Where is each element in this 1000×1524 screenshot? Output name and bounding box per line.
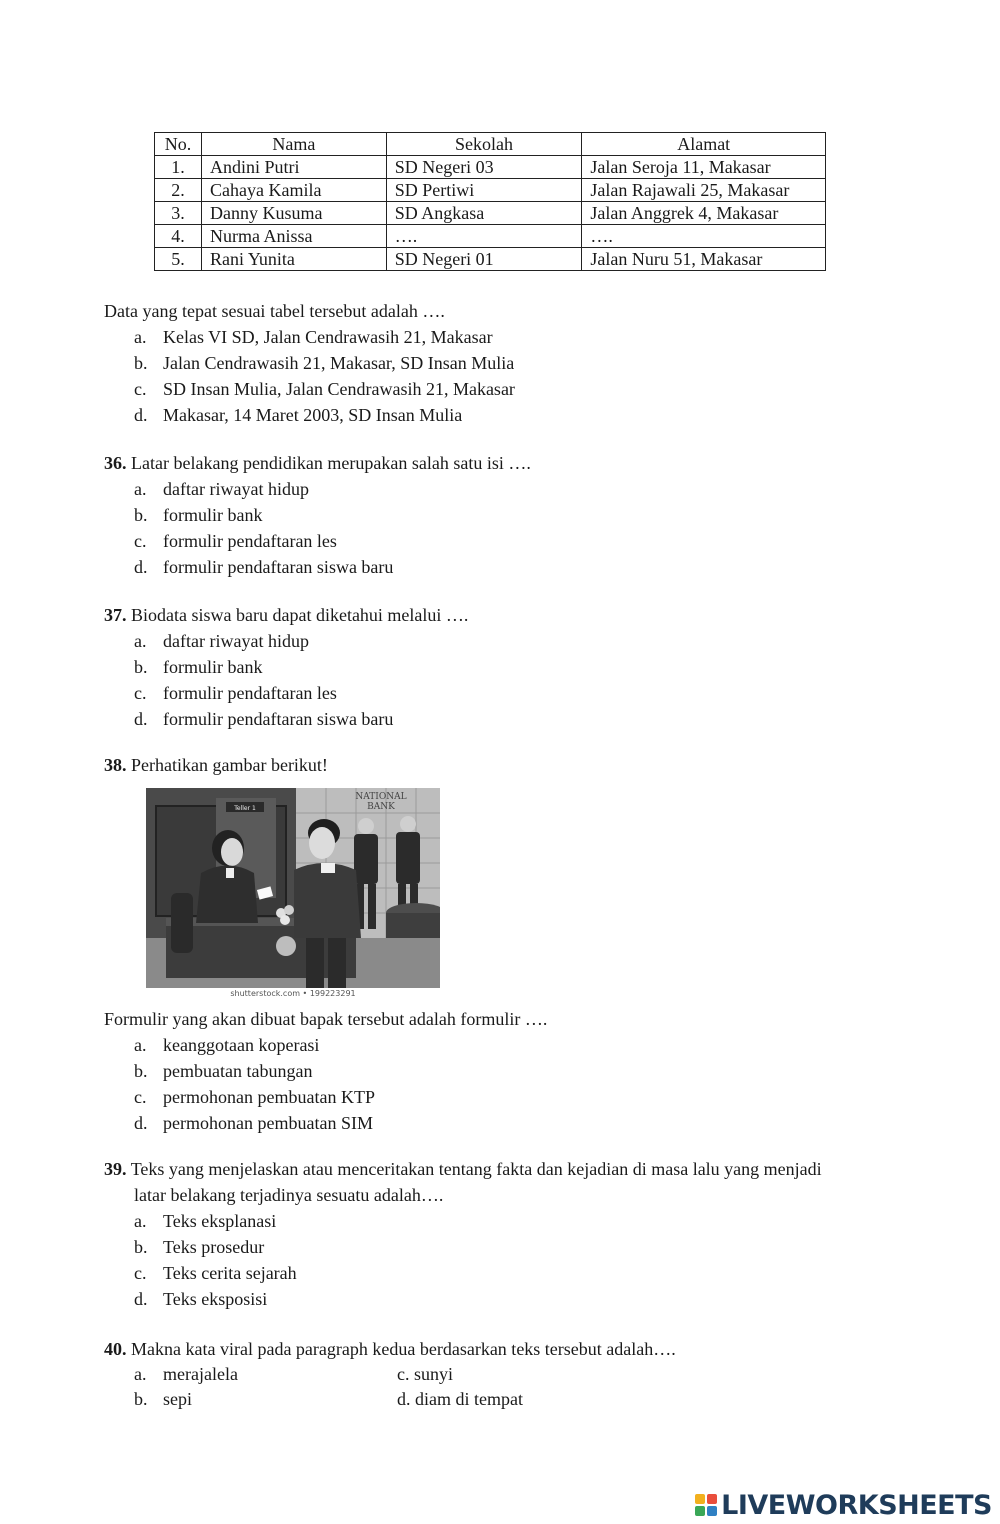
question-prompt-text: Formulir yang akan dibuat bapak tersebut adalah formulir ….: [104, 1009, 548, 1029]
option-text: merajalela: [163, 1364, 238, 1384]
cell-no: 2.: [155, 179, 202, 202]
option-letter: d.: [134, 709, 148, 729]
logo-mark-icon: [695, 1494, 717, 1516]
question-stem-text: Teks yang menjelaskan atau menceritakan tentang fakta dan kejadian di masa lalu yang menjadi: [130, 1159, 822, 1179]
cell-sekolah: SD Negeri 03: [386, 156, 582, 179]
option-letter: d.: [134, 1289, 148, 1309]
option-letter: c.: [397, 1364, 410, 1384]
option-letter: a.: [134, 631, 147, 651]
cell-nama: Cahaya Kamila: [201, 179, 386, 202]
question-stem: [104, 602, 904, 628]
option-text: permohonan pembuatan KTP: [163, 1087, 375, 1107]
option-text: formulir pendaftaran siswa baru: [163, 709, 394, 729]
option-letter: d.: [134, 1113, 148, 1133]
option-letter: a.: [134, 1035, 147, 1055]
question-stem-text: Biodata siswa baru dapat diketahui melalui ….: [131, 605, 469, 625]
question-stem-text: Data yang tepat sesuai tabel tersebut adalah ….: [104, 301, 445, 321]
option-a[interactable]: [104, 1032, 904, 1058]
option-text: formulir pendaftaran siswa baru: [163, 557, 394, 577]
question-stem: [104, 298, 904, 324]
bank-sign-line1: NATIONAL: [355, 792, 407, 802]
option-text: sepi: [163, 1389, 192, 1409]
option-a[interactable]: [104, 324, 904, 350]
option-d[interactable]: [104, 706, 904, 732]
option-letter: c.: [134, 379, 147, 399]
bank-sign-line2: BANK: [367, 802, 395, 812]
option-letter: b.: [134, 1061, 148, 1081]
question-38-prompt: [104, 1006, 904, 1136]
cell-no: 4.: [155, 225, 202, 248]
option-text: keanggotaan koperasi: [163, 1035, 320, 1055]
table-row: [155, 225, 826, 248]
option-text: Kelas VI SD, Jalan Cendrawasih 21, Makasar: [163, 327, 493, 347]
table-row: [155, 179, 826, 202]
option-d[interactable]: [104, 1286, 964, 1312]
option-text: daftar riwayat hidup: [163, 631, 309, 651]
header-alamat: Alamat: [582, 133, 826, 156]
option-letter: d.: [134, 405, 148, 425]
option-a[interactable]: [104, 628, 904, 654]
option-c[interactable]: [104, 1084, 904, 1110]
option-text: formulir bank: [163, 505, 263, 525]
option-letter: b.: [134, 1389, 148, 1409]
option-c[interactable]: [104, 376, 904, 402]
option-letter: c.: [134, 531, 147, 551]
option-c[interactable]: [104, 528, 904, 554]
option-letter: b.: [134, 505, 148, 525]
option-text: formulir pendaftaran les: [163, 683, 337, 703]
option-a[interactable]: [134, 1362, 397, 1387]
question-40: [104, 1336, 904, 1412]
teller-sign: Teller 1: [234, 805, 256, 812]
option-b[interactable]: [104, 654, 904, 680]
option-b[interactable]: [104, 1058, 904, 1084]
question-stem-text: Latar belakang pendidikan merupakan salah satu isi ….: [131, 453, 531, 473]
option-c[interactable]: [104, 1260, 964, 1286]
option-text: Teks eksplanasi: [163, 1211, 277, 1231]
liveworksheets-logo[interactable]: [695, 1488, 992, 1522]
question-number: 40.: [104, 1339, 127, 1359]
option-text: SD Insan Mulia, Jalan Cendrawasih 21, Makasar: [163, 379, 515, 399]
option-d[interactable]: [397, 1387, 697, 1412]
option-text: Makasar, 14 Maret 2003, SD Insan Mulia: [163, 405, 463, 425]
logo-text: LIVEWORKSHEETS: [721, 1489, 992, 1521]
cell-no: 1.: [155, 156, 202, 179]
cell-sekolah: SD Angkasa: [386, 202, 582, 225]
question-stem-continued: latar belakang terjadinya sesuatu adalah….: [134, 1185, 444, 1205]
option-text: diam di tempat: [415, 1389, 523, 1409]
option-c[interactable]: [104, 680, 904, 706]
question-stem-text: Makna kata viral pada paragraph kedua berdasarkan teks tersebut adalah….: [131, 1339, 676, 1359]
header-sekolah: Sekolah: [386, 133, 582, 156]
question-number: 38.: [104, 755, 127, 775]
cell-alamat: Jalan Seroja 11, Makasar: [582, 156, 826, 179]
option-letter: d.: [397, 1389, 411, 1409]
option-text: permohonan pembuatan SIM: [163, 1113, 373, 1133]
table-row: [155, 156, 826, 179]
header-nama: Nama: [201, 133, 386, 156]
option-letter: c.: [134, 1087, 147, 1107]
option-text: daftar riwayat hidup: [163, 479, 309, 499]
option-letter: c.: [134, 683, 147, 703]
cell-alamat: Jalan Nuru 51, Makasar: [582, 248, 826, 271]
student-table: [154, 132, 826, 271]
option-b[interactable]: [134, 1387, 397, 1412]
option-d[interactable]: [104, 554, 904, 580]
question-stem-text: Perhatikan gambar berikut!: [131, 755, 328, 775]
option-letter: a.: [134, 1211, 147, 1231]
question-37: [104, 602, 904, 732]
option-text: sunyi: [414, 1364, 454, 1384]
cell-nama: Andini Putri: [201, 156, 386, 179]
question-38: [104, 752, 904, 778]
question-stem: [104, 752, 904, 778]
table-header-row: [155, 133, 826, 156]
question-number: 39.: [104, 1159, 127, 1179]
cell-sekolah: SD Pertiwi: [386, 179, 582, 202]
option-text: Teks cerita sejarah: [163, 1263, 297, 1283]
option-a[interactable]: [104, 476, 904, 502]
table-row: [155, 202, 826, 225]
question-stem: [104, 1336, 904, 1362]
option-a[interactable]: [104, 1208, 964, 1234]
cell-sekolah: ….: [386, 225, 582, 248]
option-d[interactable]: [104, 1110, 904, 1136]
option-letter: b.: [134, 657, 148, 677]
option-text: formulir bank: [163, 657, 263, 677]
option-c[interactable]: [397, 1362, 697, 1387]
question-number: 37.: [104, 605, 127, 625]
question-35: [104, 298, 904, 428]
option-letter: d.: [134, 557, 148, 577]
option-text: Teks prosedur: [163, 1237, 265, 1257]
question-prompt: [104, 1006, 904, 1032]
option-letter: b.: [134, 1237, 148, 1257]
option-text: formulir pendaftaran les: [163, 531, 337, 551]
options-grid: [104, 1362, 904, 1412]
option-d[interactable]: [104, 402, 904, 428]
table-row: [155, 248, 826, 271]
question-stem: [104, 450, 904, 476]
image-caption: shutterstock.com • 199223291: [230, 989, 356, 998]
cell-nama: Nurma Anissa: [201, 225, 386, 248]
option-letter: c.: [134, 1263, 147, 1283]
question-number: 36.: [104, 453, 127, 473]
question-39: [104, 1156, 964, 1312]
cell-alamat: ….: [582, 225, 826, 248]
option-letter: a.: [134, 1364, 147, 1384]
cell-alamat: Jalan Anggrek 4, Makasar: [582, 202, 826, 225]
option-letter: b.: [134, 353, 148, 373]
question-stem: [104, 1156, 964, 1182]
option-text: pembuatan tabungan: [163, 1061, 313, 1081]
option-b[interactable]: [104, 1234, 964, 1260]
question-36: [104, 450, 904, 580]
option-text: Teks eksposisi: [163, 1289, 268, 1309]
option-text: Jalan Cendrawasih 21, Makasar, SD Insan Mulia: [163, 353, 515, 373]
option-letter: a.: [134, 479, 147, 499]
cell-no: 5.: [155, 248, 202, 271]
cell-sekolah: SD Negeri 01: [386, 248, 582, 271]
option-b[interactable]: [104, 502, 904, 528]
cell-nama: Danny Kusuma: [201, 202, 386, 225]
header-no: No.: [155, 133, 202, 156]
bank-teller-illustration: [146, 788, 440, 988]
option-letter: a.: [134, 327, 147, 347]
option-b[interactable]: [104, 350, 904, 376]
cell-no: 3.: [155, 202, 202, 225]
cell-nama: Rani Yunita: [201, 248, 386, 271]
cell-alamat: Jalan Rajawali 25, Makasar: [582, 179, 826, 202]
